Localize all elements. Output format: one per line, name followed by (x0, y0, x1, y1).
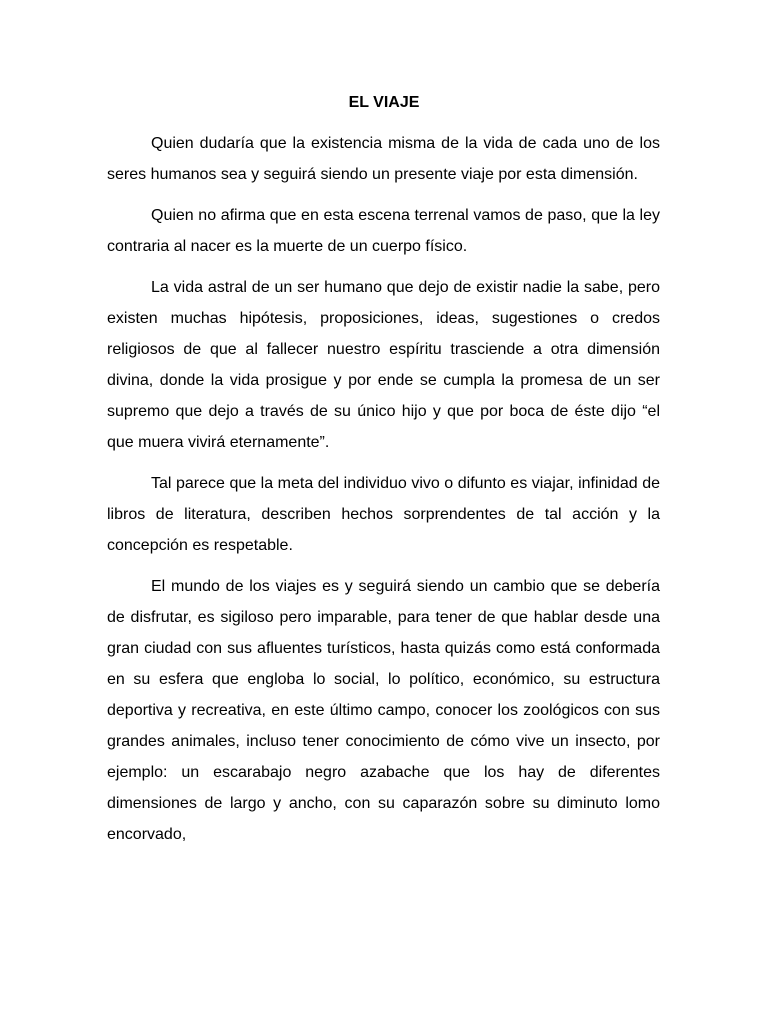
paragraph-3: La vida astral de un ser humano que dejo de existir nadie la sabe, pero existen muchas hipótesis, proposiciones, ideas, sugestiones o credos religiosos de que al fallecer nuestro espíritu trasciende a otra dimensión divina, donde la vida prosigue y por ende se cumpla la promesa de un ser supremo que dejo a través de su único hijo y que por boca de éste dijo “el que muera vivirá eternamente”. (107, 279, 660, 451)
paragraph-4: Tal parece que la meta del individuo vivo o difunto es viajar, infinidad de libros de literatura, describen hechos sorprendentes de tal acción y la concepción es respetable. (107, 475, 660, 554)
paragraph-2: Quien no afirma que en esta escena terrenal vamos de paso, que la ley contraria al nacer es la muerte de un cuerpo físico. (107, 207, 660, 255)
paragraph-1: Quien dudaría que la existencia misma de la vida de cada uno de los seres humanos sea y seguirá siendo un presente viaje por esta dimensión. (107, 135, 660, 183)
document-body (107, 128, 660, 860)
paragraph-5: El mundo de los viajes es y seguirá siendo un cambio que se debería de disfrutar, es sigiloso pero imparable, para tener de que hablar desde una gran ciudad con sus afluentes turísticos, hasta quizás como está conformada en su esfera que engloba lo social, lo político, económico, su estructura deportiva y recreativa, en este último campo, conocer los zoológicos con sus grandes animales, incluso tener conocimiento de cómo vive un insecto, por ejemplo: un escarabajo negro azabache que los hay de diferentes dimensiones de largo y ancho, con su caparazón sobre su diminuto lomo encorvado, (107, 578, 660, 843)
document-title: EL VIAJE (348, 94, 420, 111)
